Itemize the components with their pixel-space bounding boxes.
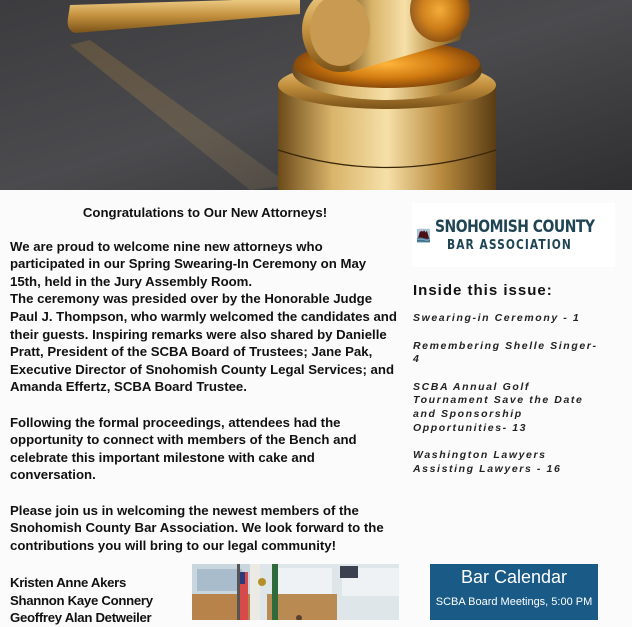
mountain-logo-icon: [417, 209, 430, 261]
toc-item[interactable]: Remembering Shelle Singer- 4: [413, 339, 598, 366]
new-attorney-names: [10, 574, 153, 627]
article: [10, 200, 400, 554]
article-paragraph: We are proud to welcome nine new attorneys who participated in our Spring Swearing-In Ceremony on May 15th, held in the Jury Assembly Room.: [10, 238, 367, 289]
logo-line1: SNOHOMISH COUNTY: [435, 216, 595, 237]
calendar-item[interactable]: SCBA Board Meetings, 5:00 PM: [435, 596, 593, 608]
attorney-name: Geoffrey Alan Detweiler: [10, 610, 152, 625]
ceremony-photo: [192, 564, 399, 620]
article-paragraph: Please join us in welcoming the newest members of the Snohomish County Bar Association. We look forward to the contributions you will bring to our legal community!: [10, 502, 384, 553]
hero-gavel-image: [0, 0, 632, 190]
article-headline: Congratulations to Our New Attorneys!: [82, 205, 328, 220]
calendar-title: Bar Calendar: [460, 567, 568, 587]
toc-item[interactable]: SCBA Annual Golf Tournament Save the Date and Sponsorship Opportunities- 13: [413, 380, 584, 434]
gavel-icon: [0, 0, 632, 190]
logo-line2: BAR ASSOCIATION: [447, 237, 572, 253]
attorney-name: Kristen Anne Akers: [10, 575, 127, 590]
inside-issue-title: Inside this issue:: [413, 282, 553, 299]
scba-logo: [412, 203, 615, 267]
table-of-contents: [413, 312, 598, 490]
ceremony-room-image: [192, 564, 399, 620]
article-paragraph: Following the formal proceedings, attendees had the opportunity to connect with members of the Bench and celebrate this important milestone with cake and conversation.: [10, 414, 357, 483]
toc-item[interactable]: Swearing-in Ceremony - 1: [413, 312, 581, 324]
article-paragraph: The ceremony was presided over by the Honorable Judge Paul J. Thompson, who warmly welcomed the candidates and their guests. Inspiring remarks were also shared by Danielle Pratt, President of the SCBA Board of Trustees; Jane Pak, Executive Director of Snohomish County Legal Services; and Amanda Effertz, SCBA Board Trustee.: [10, 291, 397, 395]
toc-item[interactable]: Washington Lawyers Assisting Lawyers - 16: [413, 449, 562, 475]
bar-calendar: [430, 564, 598, 620]
attorney-name: Shannon Kaye Connery: [10, 592, 153, 608]
